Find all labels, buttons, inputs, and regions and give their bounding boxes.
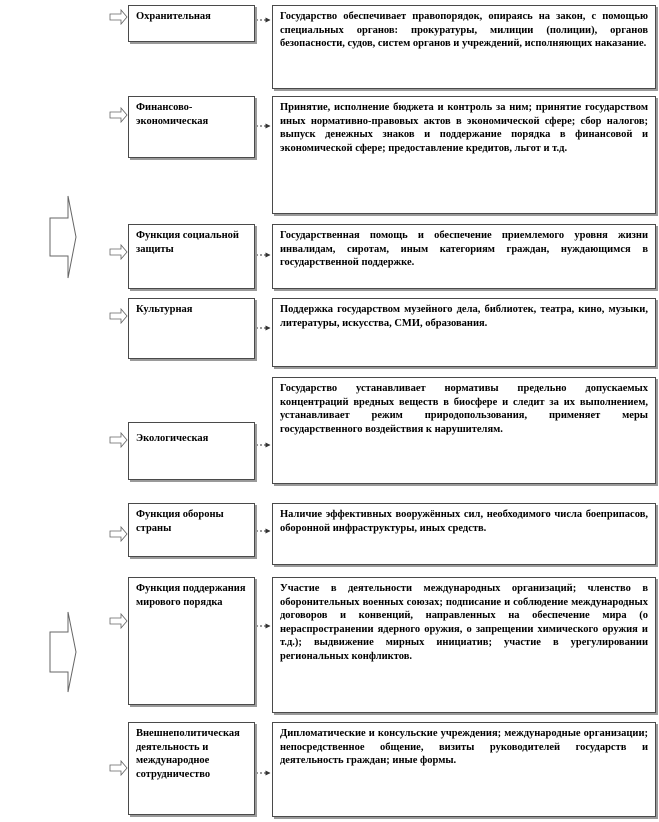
small-arrow-3 [110,245,127,259]
small-arrow-7 [110,614,127,628]
description-box-social-protection [272,224,656,289]
description-box-foreign-policy [272,722,656,817]
function-name: Функция социальной защиты [136,230,239,255]
function-box-foreign-policy [128,722,255,815]
description-box-financial-economic [272,96,656,214]
group-arrow-external [50,612,76,692]
function-description: Участие в деятельности международных организаций; членство в оборонительных военных союзах; подписание и соблюдение международных договоров и конвенций, направленных на обеспечение мира (о нераспространении ядерного оружия, о запрещении химического оружия и т.д.); выдвижение мирных инициатив; участие в урегулировании региональных конфликтов. [280,583,648,662]
function-name: Функция поддержания мирового порядка [136,583,246,608]
description-box-protective [272,5,656,89]
function-name: Внешнеполитическая деятельность и международное сотрудничество [136,728,240,780]
function-name: Экологическая [136,433,209,444]
function-description: Государство устанавливает нормативы предельно допускаемых концентраций вредных веществ в биосфере и следит за их выполнением, устанавливает режим природопользования, применяет меры государственного воздействия к нарушителям. [280,383,648,435]
function-box-ecological [128,422,255,480]
function-name: Охранительная [136,11,211,22]
small-arrow-8 [110,761,127,775]
function-description: Государство обеспечивает правопорядок, опираясь на закон, с помощью специальных органов: прокуратуры, милиции (полиции), органов безопасности, судов, систем органов и учреждений, исполняющих наказание. [280,11,648,49]
function-description: Принятие, исполнение бюджета и контроль за ним; принятие государством иных нормативно-правовых актов в экономической сфере; сбор налогов; выпуск денежных знаков и поддержание порядка в финансовой и экономической сфере; предоставление кредитов, льгот и т.д. [280,102,648,154]
function-box-social-protection [128,224,255,289]
function-box-world-order [128,577,255,705]
description-box-defense [272,503,656,565]
small-arrow-6 [110,527,127,541]
function-description: Государственная помощь и обеспечение приемлемого уровня жизни инвалидам, сиротам, иным категориям граждан, нуждающимся в государственной поддержке. [280,230,648,268]
function-name: Функция обороны страны [136,509,224,534]
group-arrow-internal [50,196,76,278]
function-description: Поддержка государством музейного дела, библиотек, театра, кино, музыки, литературы, искусства, СМИ, образования. [280,304,648,329]
small-arrow-5 [110,433,127,447]
small-arrow-2 [110,108,127,122]
description-box-cultural [272,298,656,367]
description-box-world-order [272,577,656,713]
function-name: Финансово-экономическая [136,102,209,127]
function-box-financial-economic [128,96,255,158]
small-arrow-1 [110,10,127,24]
function-box-cultural [128,298,255,359]
function-description: Дипломатические и консульские учреждения; международные организации; непосредственное общение, визиты руководителей государств и деятельность граждан; иные формы. [280,728,648,766]
function-name: Культурная [136,304,193,315]
function-box-defense [128,503,255,557]
function-description: Наличие эффективных вооружённых сил, необходимого числа боеприпасов, оборонной инфраструктуры, иных средств. [280,509,648,534]
description-box-ecological [272,377,656,484]
function-box-protective [128,5,255,42]
small-arrow-4 [110,309,127,323]
